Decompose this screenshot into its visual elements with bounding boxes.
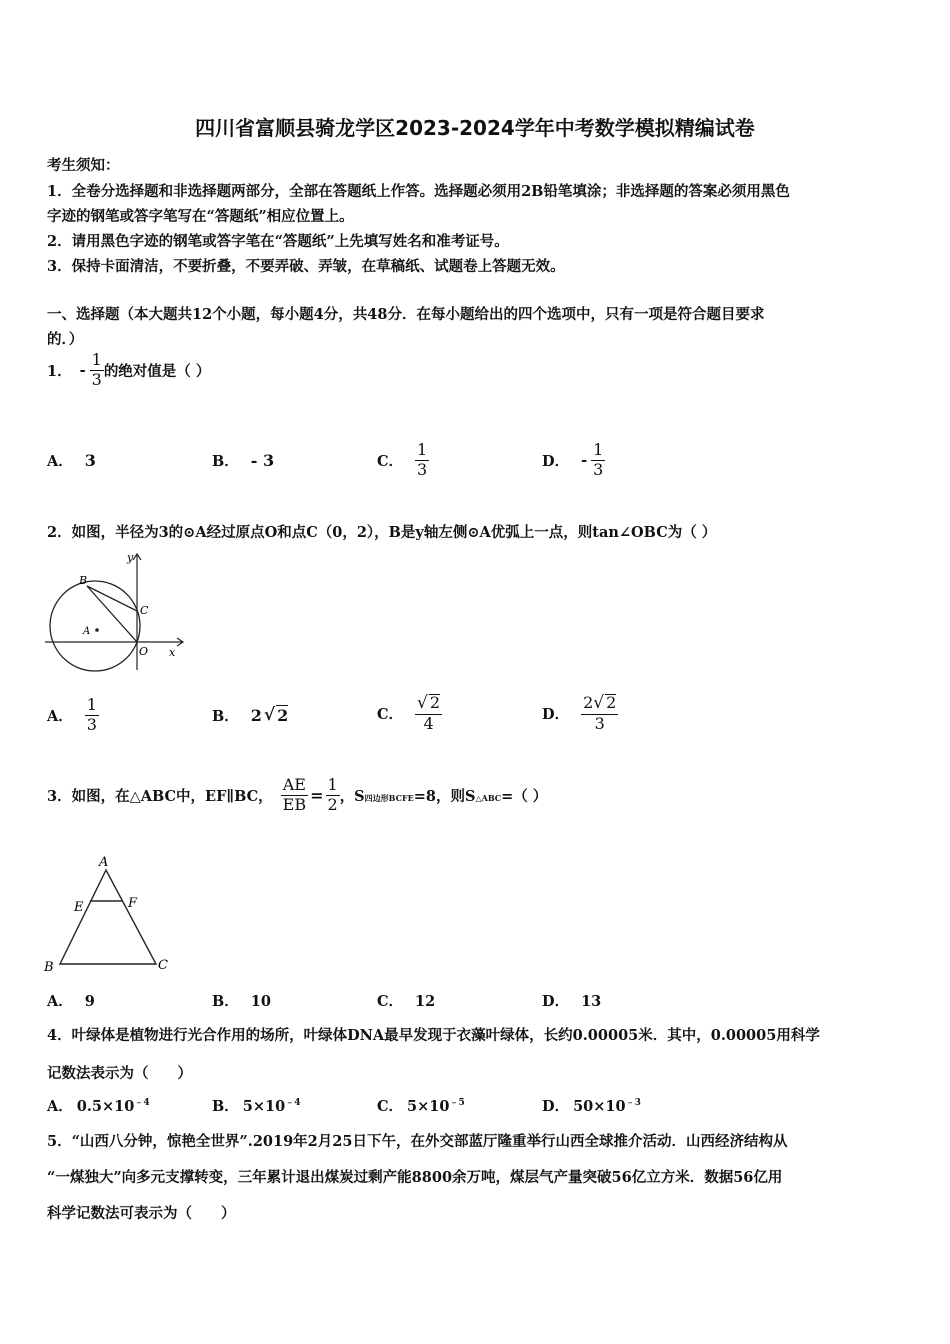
fraction <box>581 694 618 733</box>
question-1 <box>47 352 210 389</box>
option-label: D． <box>542 705 570 723</box>
question-text: 的绝对值是（ ） <box>103 362 211 380</box>
triangle-figure <box>40 850 180 978</box>
segment-bo <box>87 586 137 642</box>
q2-option-d[interactable] <box>542 686 618 740</box>
question-3 <box>47 768 547 822</box>
fraction <box>591 439 605 479</box>
option-value: 13 <box>581 993 602 1010</box>
option-label: C． <box>377 705 404 723</box>
question-5-line-2: “一煤独大”向多元支撑转变，三年累计退出煤炭过剩产能8800余万吨，煤层气产量突破56亿立方米．数据56亿用 <box>47 1169 783 1186</box>
q1-option-a[interactable] <box>47 440 96 480</box>
q4-option-c[interactable] <box>377 1095 465 1116</box>
fraction-numerator: AE <box>282 774 306 794</box>
q3-option-c[interactable] <box>377 990 435 1011</box>
question-text-mid-2: =8，则S <box>413 787 476 805</box>
fraction-numerator <box>415 694 442 715</box>
label-a: A <box>83 626 91 637</box>
option-label: D． <box>542 993 570 1010</box>
label-o: O <box>139 645 149 658</box>
question-5-line-3: 科学记数法可表示为（ ） <box>47 1205 236 1222</box>
question-text-mid: ，S <box>339 787 365 805</box>
notice-item-3: 3．保持卡面清洁，不要折叠，不要弄破、弄皱，在草稿纸、试题卷上答题无效。 <box>47 258 565 275</box>
q1-option-d[interactable] <box>542 436 605 484</box>
notice-item-2: 2．请用黑色字迹的钢笔或答字笔在“答题纸”上先填写姓名和准考证号。 <box>47 233 509 250</box>
fraction <box>90 352 104 389</box>
option-value: 10 <box>250 993 271 1010</box>
notice-heading: 考生须知： <box>47 157 120 174</box>
option-value: - 3 <box>250 450 275 470</box>
fraction-one-half <box>326 774 340 814</box>
question-5-line-1: 5．“山西八分钟，惊艳全世界”.2019年2月25日下午，在外交部蓝厅隆重举行山西全球推介活动．山西经济结构从 <box>47 1133 788 1150</box>
fraction <box>415 694 442 733</box>
fraction-denominator: 3 <box>417 459 428 479</box>
q3-option-b[interactable] <box>212 990 271 1011</box>
radical-sign: √ <box>593 692 605 713</box>
segment-bc <box>87 586 137 611</box>
radicand: 2 <box>277 706 289 725</box>
question-text-suffix: =（ ） <box>501 787 548 805</box>
q3-option-d[interactable] <box>542 990 601 1011</box>
q4-option-d[interactable] <box>542 1095 641 1116</box>
fraction-numerator: 1 <box>593 439 604 459</box>
minus-sign: - <box>581 451 588 469</box>
q2-option-b[interactable] <box>212 690 288 740</box>
option-label: C． <box>377 993 404 1010</box>
subscript-quadrilateral: 四边形BCFE <box>364 792 414 803</box>
fraction-denominator: 2 <box>327 794 338 814</box>
section-heading-line-1: 一、选择题（本大题共12个小题，每小题4分，共48分．在每小题给出的四个选项中，只有一项是符合题目要求 <box>47 306 765 323</box>
minus-sign: - <box>79 361 86 379</box>
notice-item-1-line-1: 1．全卷分选择题和非选择题两部分，全部在答题纸上作答。选择题必须用2B铅笔填涂；非选择题的答案必须用黑色 <box>47 183 790 200</box>
q1-option-c[interactable] <box>377 436 429 484</box>
option-label: B． <box>212 707 239 725</box>
q3-option-a[interactable] <box>47 990 95 1011</box>
label-b: B <box>79 574 88 587</box>
label-e: E <box>74 900 84 915</box>
label-c: C <box>140 604 149 617</box>
label-c: C <box>158 958 168 973</box>
option-label: B． <box>212 993 239 1010</box>
option-value: 0.5×10 <box>76 1098 135 1115</box>
label-a: A <box>99 855 109 870</box>
circle-figure <box>45 548 190 673</box>
option-label: A． <box>47 452 73 470</box>
exponent: ﹣4 <box>285 1098 301 1108</box>
fraction-denominator: EB <box>282 794 307 814</box>
label-y: y <box>127 551 134 564</box>
option-label: D． <box>542 1098 570 1115</box>
fraction-numerator <box>581 694 618 715</box>
q2-option-c[interactable] <box>377 686 442 740</box>
q4-option-b[interactable] <box>212 1095 300 1116</box>
q1-option-b[interactable] <box>212 440 274 480</box>
question-4-line-1: 4．叶绿体是植物进行光合作用的场所，叶绿体DNA最早发现于衣藻叶绿体，长约0.00005米．其中，0.00005用科学 <box>47 1027 820 1044</box>
q4-option-a[interactable] <box>47 1095 150 1116</box>
section-heading-line-2: 的．） <box>47 331 84 348</box>
question-2-text: 2．如图，半径为3的⊙A经过原点O和点C（0，2），B是y轴左侧⊙A优弧上一点，则tan∠OBC为（ ） <box>47 524 717 541</box>
option-value: 9 <box>84 993 95 1010</box>
radical-sign: √ <box>263 705 276 725</box>
fraction-ae-eb <box>281 774 308 814</box>
subscript-triangle: △ABC <box>475 793 502 803</box>
question-number: 1． <box>47 362 72 380</box>
coefficient: 2 <box>250 705 262 725</box>
coefficient: 2 <box>583 692 594 712</box>
option-label: C． <box>377 452 404 470</box>
exponent: ﹣5 <box>449 1098 465 1108</box>
question-text-prefix: 3．如图，在△ABC中，EF∥BC， <box>47 787 273 805</box>
label-x: x <box>169 646 176 659</box>
option-label: A． <box>47 1098 73 1115</box>
option-label: B． <box>212 452 239 470</box>
fraction <box>415 439 429 479</box>
fraction-denominator: 3 <box>594 713 605 733</box>
fraction-denominator: 3 <box>593 459 604 479</box>
option-label: D． <box>542 452 570 470</box>
fraction-denominator: 3 <box>86 714 97 734</box>
label-b: B <box>44 960 54 975</box>
fraction-numerator: 1 <box>327 774 338 794</box>
question-4-line-2: 记数法表示为（ ） <box>47 1065 192 1082</box>
option-value: 12 <box>415 993 436 1010</box>
page-title: 四川省富顺县骑龙学区2023-2024学年中考数学模拟精编试卷 <box>195 116 755 140</box>
triangle-abc <box>60 870 156 964</box>
exponent: ﹣4 <box>134 1098 150 1108</box>
option-label: A． <box>47 993 73 1010</box>
radical-sign: √ <box>417 692 428 713</box>
option-value: 5×10 <box>407 1098 450 1115</box>
q2-option-a[interactable] <box>47 690 99 740</box>
equals-sign: = <box>310 785 324 805</box>
fraction-numerator: 1 <box>417 439 428 459</box>
exponent: ﹣3 <box>625 1098 641 1108</box>
center-point-a <box>95 628 99 632</box>
fraction-numerator: 1 <box>86 694 97 714</box>
option-label: B． <box>212 1098 239 1115</box>
label-f: F <box>128 896 138 911</box>
option-label: C． <box>377 1098 404 1115</box>
fraction <box>85 694 99 734</box>
radicand: 2 <box>429 692 441 712</box>
option-value: 50×10 <box>573 1098 626 1115</box>
radicand: 2 <box>606 692 617 712</box>
fraction-numerator: 1 <box>91 350 102 369</box>
option-value: 3 <box>84 450 96 470</box>
fraction-denominator: 4 <box>423 713 434 733</box>
option-label: A． <box>47 707 73 725</box>
fraction-denominator: 3 <box>91 369 102 389</box>
option-value: 5×10 <box>242 1098 286 1115</box>
notice-item-1-line-2: 字迹的钢笔或答字笔写在“答题纸”相应位置上。 <box>47 208 354 225</box>
